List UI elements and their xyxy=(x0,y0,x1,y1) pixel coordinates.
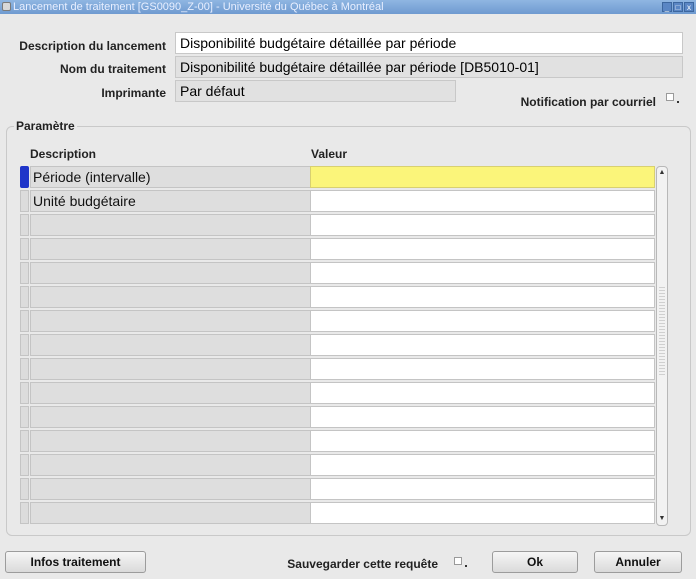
parameter-row[interactable] xyxy=(20,478,655,500)
parameter-row[interactable] xyxy=(20,430,655,452)
parameter-row[interactable] xyxy=(20,286,655,308)
parameter-value-field[interactable] xyxy=(310,358,655,380)
parameter-value-field[interactable] xyxy=(310,334,655,356)
scroll-up-icon[interactable]: ▲ xyxy=(658,169,666,176)
parameter-value-field[interactable] xyxy=(310,286,655,308)
parameter-value-field[interactable] xyxy=(310,502,655,524)
parameter-row[interactable] xyxy=(20,358,655,380)
parameter-value-field[interactable] xyxy=(310,214,655,236)
parameter-value-field[interactable] xyxy=(310,454,655,476)
parameter-description xyxy=(30,238,329,260)
row-selector[interactable] xyxy=(20,190,29,212)
parameter-value-field[interactable] xyxy=(310,310,655,332)
window-titlebar xyxy=(0,0,696,14)
row-selector[interactable] xyxy=(20,406,29,428)
app-icon xyxy=(2,2,11,11)
minimize-button[interactable]: _ xyxy=(662,2,672,12)
row-selector[interactable] xyxy=(20,382,29,404)
parameter-description xyxy=(30,406,329,428)
row-selector[interactable] xyxy=(20,454,29,476)
column-header-description: Description xyxy=(30,147,97,161)
checkbox-focus-dot xyxy=(677,101,679,103)
parameter-description xyxy=(30,358,329,380)
parameter-description xyxy=(30,334,329,356)
email-notification-checkbox[interactable] xyxy=(666,93,674,101)
parameter-description xyxy=(30,310,329,332)
column-header-value: Valeur xyxy=(311,147,348,161)
row-selector[interactable] xyxy=(20,214,29,236)
process-info-button[interactable]: Infos traitement xyxy=(5,551,146,573)
parameter-description xyxy=(30,454,329,476)
scroll-down-icon[interactable]: ▼ xyxy=(658,515,666,522)
ok-button[interactable]: Ok xyxy=(492,551,578,573)
parameter-description xyxy=(30,382,329,404)
parameter-description xyxy=(30,286,329,308)
parameter-row[interactable] xyxy=(20,214,655,236)
maximize-button[interactable]: □ xyxy=(673,2,683,12)
current-row-marker[interactable] xyxy=(20,166,29,188)
checkbox-focus-dot xyxy=(465,565,467,567)
parameter-value-field[interactable] xyxy=(310,406,655,428)
row-selector[interactable] xyxy=(20,478,29,500)
row-selector[interactable] xyxy=(20,430,29,452)
save-query-checkbox[interactable] xyxy=(454,557,462,565)
printer-field[interactable]: Par défaut xyxy=(175,80,456,102)
email-notification-label: Notification par courriel xyxy=(520,95,656,109)
row-selector[interactable] xyxy=(20,262,29,284)
parameter-description xyxy=(30,502,329,524)
parameter-description xyxy=(30,262,329,284)
parameter-description xyxy=(30,214,329,236)
program-name-label: Nom du traitement xyxy=(59,62,166,76)
parameter-value-field[interactable] xyxy=(310,262,655,284)
parameter-row[interactable] xyxy=(20,454,655,476)
row-selector[interactable] xyxy=(20,334,29,356)
row-selector[interactable] xyxy=(20,358,29,380)
parameter-value-field[interactable] xyxy=(310,166,655,188)
parameter-row[interactable] xyxy=(20,382,655,404)
parameter-scrollbar[interactable] xyxy=(656,166,668,526)
parameter-row[interactable] xyxy=(20,334,655,356)
cancel-button[interactable]: Annuler xyxy=(594,551,682,573)
parameter-row[interactable] xyxy=(20,166,655,188)
row-selector[interactable] xyxy=(20,238,29,260)
row-selector[interactable] xyxy=(20,502,29,524)
printer-label: Imprimante xyxy=(101,86,166,100)
parameter-row[interactable] xyxy=(20,406,655,428)
parameter-description xyxy=(30,478,329,500)
parameter-group-title: Paramètre xyxy=(16,119,75,133)
description-field[interactable]: Disponibilité budgétaire détaillée par période xyxy=(175,32,683,54)
row-selector[interactable] xyxy=(20,310,29,332)
parameter-value-field[interactable] xyxy=(310,382,655,404)
description-label: Description du lancement xyxy=(19,39,166,53)
save-query-label: Sauvegarder cette requête xyxy=(287,557,438,571)
parameter-row[interactable] xyxy=(20,310,655,332)
close-button[interactable]: x xyxy=(684,2,694,12)
parameter-row[interactable] xyxy=(20,502,655,524)
parameter-value-field[interactable] xyxy=(310,238,655,260)
parameter-value-field[interactable] xyxy=(310,430,655,452)
row-selector[interactable] xyxy=(20,286,29,308)
window-title: Lancement de traitement [GS0090_Z-00] - Université du Québec à Montréal xyxy=(13,1,384,13)
scroll-grip-icon[interactable] xyxy=(659,287,665,377)
parameter-value-field[interactable] xyxy=(310,478,655,500)
parameter-value-field[interactable] xyxy=(310,190,655,212)
program-name-field: Disponibilité budgétaire détaillée par période [DB5010-01] xyxy=(175,56,683,78)
parameter-row[interactable] xyxy=(20,190,655,212)
parameter-description: Unité budgétaire xyxy=(30,190,329,212)
parameter-description: Période (intervalle) xyxy=(30,166,329,188)
parameter-row[interactable] xyxy=(20,262,655,284)
parameter-row[interactable] xyxy=(20,238,655,260)
parameter-description xyxy=(30,430,329,452)
